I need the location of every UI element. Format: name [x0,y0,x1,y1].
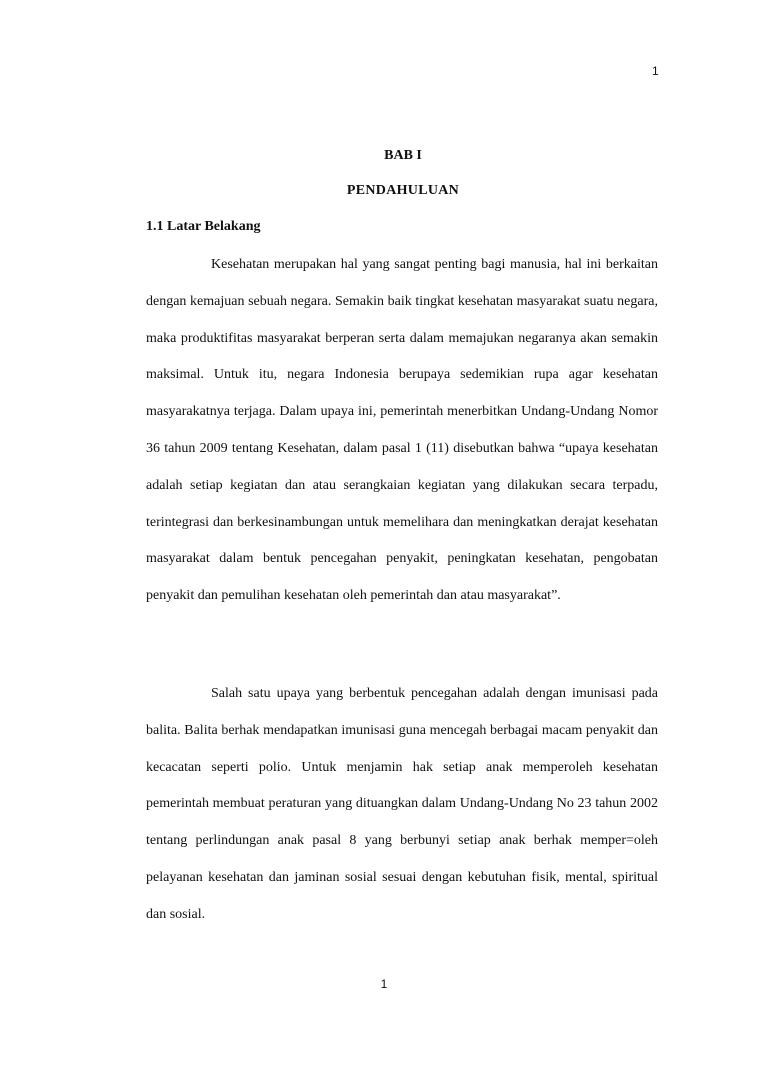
page-number-bottom: 1 [380,977,388,991]
body-paragraph: Kesehatan merupakan hal yang sangat penting bagi manusia, hal ini berkaitan dengan kemajuan sebuah negara. Semakin baik tingkat kesehatan masyarakat suatu negara, maka produktifitas masyarakat berperan serta dalam memajukan negaranya akan semakin maksimal. Untuk itu, negara Indonesia berupaya sedemikian rupa agar kesehatan masyarakatnya terjaga. Dalam upaya ini, pemerintah menerbitkan Undang-Undang Nomor 36 tahun 2009 tentang Kesehatan, dalam pasal 1 (11) disebutkan bahwa “upaya kesehatan adalah setiap kegiatan dan atau serangkaian kegiatan yang dilakukan secara terpadu, terintegrasi dan berkesinambungan untuk memelihara dan meningkatkan derajat kesehatan masyarakat dalam bentuk pencegahan penyakit, peningkatan kesehatan, pengobatan penyakit dan pemulihan kesehatan oleh pemerintah dan atau masyarakat”. [146,257,658,604]
body-paragraph: Salah satu upaya yang berbentuk pencegahan adalah dengan imunisasi pada balita. Balita berhak mendapatkan imunisasi guna mencegah berbagai macam penyakit dan kecacatan seperti polio. Untuk menjamin hak setiap anak memperoleh kesehatan pemerintah membuat peraturan yang dituangkan dalam Undang-Undang No 23 tahun 2002 tentang perlindungan anak pasal 8 yang berbunyi setiap anak berhak memper=oleh pelayanan kesehatan dan jaminan sosial sesuai dengan kebutuhan fisik, mental, spiritual dan sosial. [146,686,658,922]
chapter-title: PENDAHULUAN [346,183,460,198]
page-number-top: 1 [652,64,659,78]
section-heading: 1.1 Latar Belakang [146,219,261,234]
chapter-label: BAB I [384,148,422,163]
